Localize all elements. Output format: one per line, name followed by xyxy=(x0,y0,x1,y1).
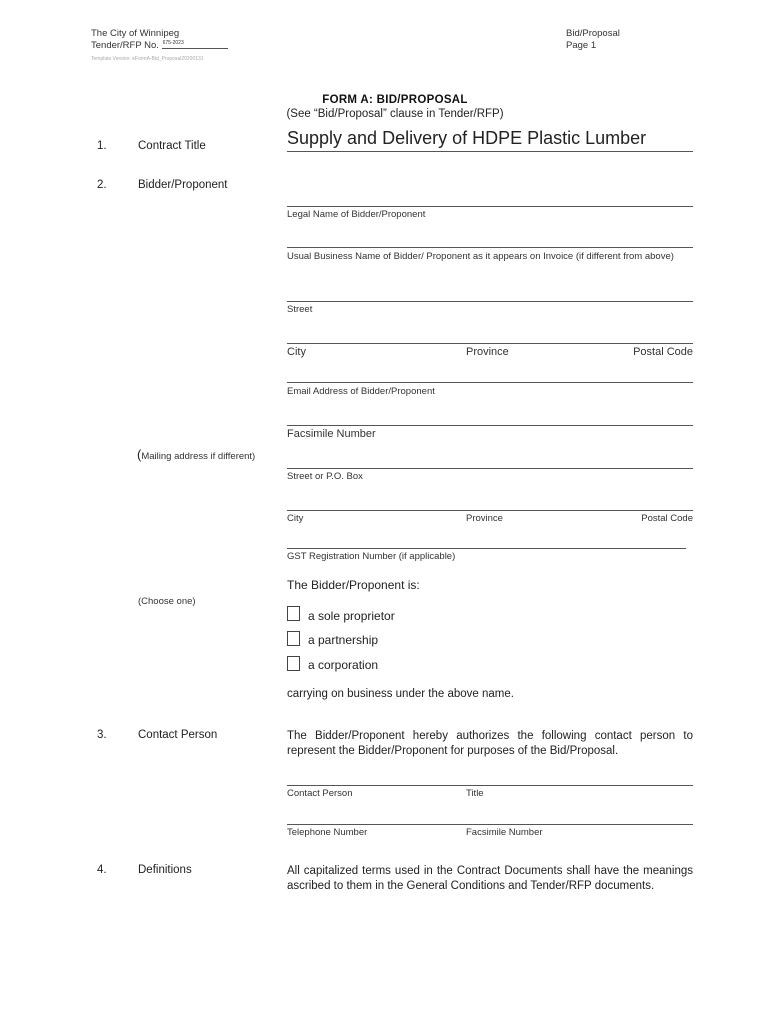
province-label: Province xyxy=(466,346,509,358)
contact-person-field[interactable] xyxy=(287,785,693,786)
section-3-number: 3. xyxy=(97,729,107,741)
doc-type: Bid/Proposal xyxy=(566,28,620,39)
legal-name-label: Legal Name of Bidder/Proponent xyxy=(287,209,426,220)
contact-authorization-text: The Bidder/Proponent hereby authorizes the following contact person to represent the Bidder/Proponent for purposes of the Bid/Proposal. xyxy=(287,730,693,757)
form-subtitle: (See “Bid/Proposal” clause in Tender/RFP) xyxy=(286,108,504,120)
contact-fax-label: Facsimile Number xyxy=(466,827,543,838)
choose-one-label: (Choose one) xyxy=(138,596,196,607)
sole-proprietor-checkbox[interactable] xyxy=(287,606,300,621)
template-version: Template Version: eFormA-Bid_Proposal20200131 xyxy=(91,56,204,62)
city-name: The City of Winnipeg xyxy=(91,28,180,39)
contact-person-label: Contact Person xyxy=(287,788,353,799)
contract-title-line xyxy=(287,151,693,152)
legal-name-field[interactable] xyxy=(287,206,693,207)
corporation-checkbox[interactable] xyxy=(287,656,300,671)
postal-code2-label: Postal Code xyxy=(641,513,693,524)
tender-number: 675-2023 xyxy=(162,40,184,46)
section-1-number: 1. xyxy=(97,140,107,152)
usual-name-label: Usual Business Name of Bidder/ Proponent as it appears on Invoice (if different from above) xyxy=(287,251,674,262)
fax-field[interactable] xyxy=(287,425,693,426)
definitions-text: All capitalized terms used in the Contract Documents shall have the meanings ascribed to them in the General Conditions and Tender/RFP documents. xyxy=(287,865,693,892)
contract-title-value[interactable]: Supply and Delivery of HDPE Plastic Lumber xyxy=(287,128,647,148)
telephone-label: Telephone Number xyxy=(287,827,368,838)
tender-label: Tender/RFP No. xyxy=(91,40,159,51)
definitions-heading: Definitions xyxy=(138,864,192,876)
street-field[interactable] xyxy=(287,301,693,302)
gst-label: GST Registration Number (if applicable) xyxy=(287,551,456,562)
bidder-label: Bidder/Proponent xyxy=(138,179,228,191)
corporation-label: a corporation xyxy=(308,658,379,672)
gst-field[interactable] xyxy=(287,548,686,549)
contact-person-heading: Contact Person xyxy=(138,729,218,741)
street-po-label: Street or P.O. Box xyxy=(287,471,363,482)
fax-label: Facsimile Number xyxy=(287,428,376,440)
sole-proprietor-label: a sole proprietor xyxy=(308,609,395,623)
mailing-note xyxy=(137,446,255,464)
partnership-label: a partnership xyxy=(308,633,379,647)
mailing-note-text: Mailing address if different) xyxy=(141,451,256,462)
mailing-paren: ( xyxy=(137,447,142,462)
bidder-is-label: The Bidder/Proponent is: xyxy=(287,578,420,592)
contact-title-label: Title xyxy=(466,788,484,799)
email-field[interactable] xyxy=(287,382,693,383)
email-label: Email Address of Bidder/Proponent xyxy=(287,386,435,397)
city-label: City xyxy=(287,346,306,358)
postal-code-label: Postal Code xyxy=(633,346,693,358)
street-label: Street xyxy=(287,304,313,315)
page-number: Page 1 xyxy=(566,40,597,51)
carrying-on-text: carrying on business under the above name. xyxy=(287,688,514,700)
city2-label: City xyxy=(287,513,304,524)
section-2-number: 2. xyxy=(97,179,107,191)
street-po-field[interactable] xyxy=(287,468,693,469)
telephone-field[interactable] xyxy=(287,824,693,825)
form-title: FORM A: BID/PROPOSAL xyxy=(322,94,468,106)
city2-field[interactable] xyxy=(287,510,693,511)
city-field[interactable] xyxy=(287,343,693,344)
contract-title-label: Contract Title xyxy=(138,140,206,152)
section-4-number: 4. xyxy=(97,864,107,876)
province2-label: Province xyxy=(466,513,503,524)
partnership-checkbox[interactable] xyxy=(287,631,300,646)
tender-number-field[interactable] xyxy=(162,40,228,49)
usual-name-field[interactable] xyxy=(287,247,693,248)
tender-number-row xyxy=(91,40,228,52)
